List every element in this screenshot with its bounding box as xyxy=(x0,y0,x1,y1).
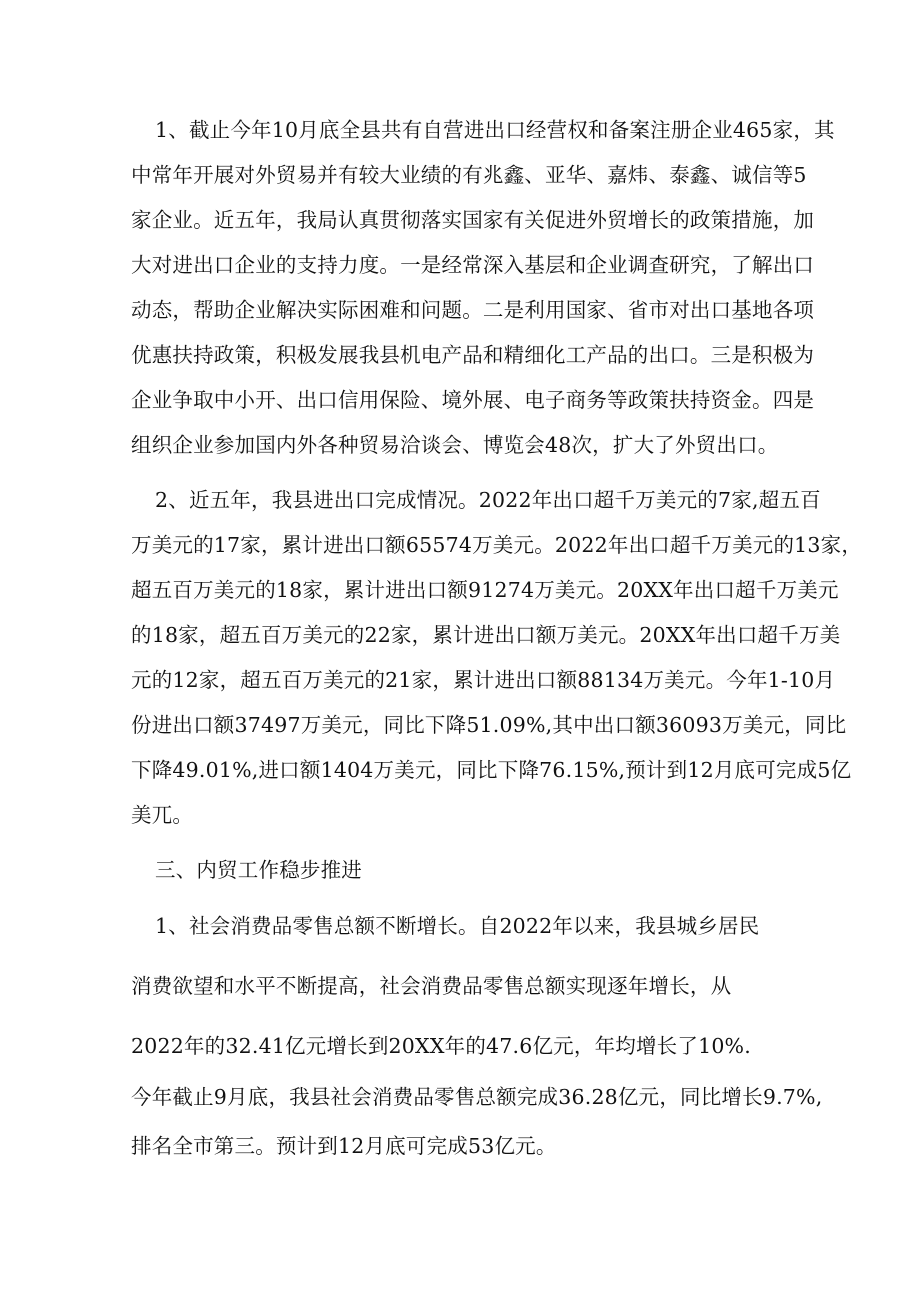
section-heading: 三、内贸工作稳步推进 xyxy=(155,858,362,882)
paragraph-1-line-4: 大对进出口企业的支持力度。一是经常深入基层和企业调查研究，了解出口 xyxy=(131,253,815,277)
paragraph-1-line-7: 企业争取中小开、出口信用保险、境外展、电子商务等政策扶持资金。四是 xyxy=(131,388,815,412)
paragraph-3-line-1: 1、社会消费品零售总额不断增长。自2022年以来，我县城乡居民 xyxy=(155,914,760,938)
paragraph-2-line-5: 元的12家，超五百万美元的21家，累计进出口额88134万美元。今年1-10月 xyxy=(131,668,836,692)
paragraph-2-line-2: 万美元的17家，累计进出口额65574万美元。2022年出口超千万美元的13家， xyxy=(131,533,863,557)
paragraph-3-line-4: 今年截止9月底，我县社会消费品零售总额完成36.28亿元，同比增长9.7%, xyxy=(131,1085,823,1109)
paragraph-3-line-3: 2022年的32.41亿元增长到20XX年的47.6亿元，年均增长了10%. xyxy=(131,1034,751,1058)
paragraph-1-line-1: 1、截止今年10月底全县共有自营进出口经营权和备案注册企业465家，其 xyxy=(155,118,835,142)
paragraph-1-line-5: 动态，帮助企业解决实际困难和问题。二是利用国家、省市对出口基地各项 xyxy=(131,298,815,322)
paragraph-3-line-5: 排名全市第三。预计到12月底可完成53亿元。 xyxy=(131,1134,557,1158)
paragraph-1-line-8: 组织企业参加国内外各种贸易洽谈会、博览会48次，扩大了外贸出口。 xyxy=(131,433,779,457)
paragraph-2-line-3: 超五百万美元的18家，累计进出口额91274万美元。20XX年出口超千万美元 xyxy=(131,578,839,602)
paragraph-2-line-6: 份进出口额37497万美元，同比下降51.09%,其中出口额36093万美元，同比 xyxy=(131,713,847,737)
paragraph-1-line-6: 优惠扶持政策，积极发展我县机电产品和精细化工产品的出口。三是积极为 xyxy=(131,343,815,367)
paragraph-1-line-2: 中常年开展对外贸易并有较大业绩的有兆鑫、亚华、嘉炜、泰鑫、诚信等5 xyxy=(131,163,807,187)
paragraph-3-line-2: 消费欲望和水平不断提高，社会消费品零售总额实现逐年增长，从 xyxy=(131,974,732,998)
paragraph-2-line-8: 美兀。 xyxy=(131,803,194,827)
paragraph-2-line-1: 2、近五年，我县进出口完成情况。2022年出口超千万美元的7家,超五百 xyxy=(155,488,821,512)
paragraph-1-line-3: 家企业。近五年，我局认真贯彻落实国家有关促进外贸增长的政策措施，加 xyxy=(131,208,815,232)
paragraph-2-line-7: 下降49.01%,进口额1404万美元，同比下降76.15%,预计到12月底可完成5亿 xyxy=(131,758,852,782)
paragraph-2-line-4: 的18家，超五百万美元的22家，累计进出口额万美元。20XX年出口超千万美 xyxy=(131,623,841,647)
